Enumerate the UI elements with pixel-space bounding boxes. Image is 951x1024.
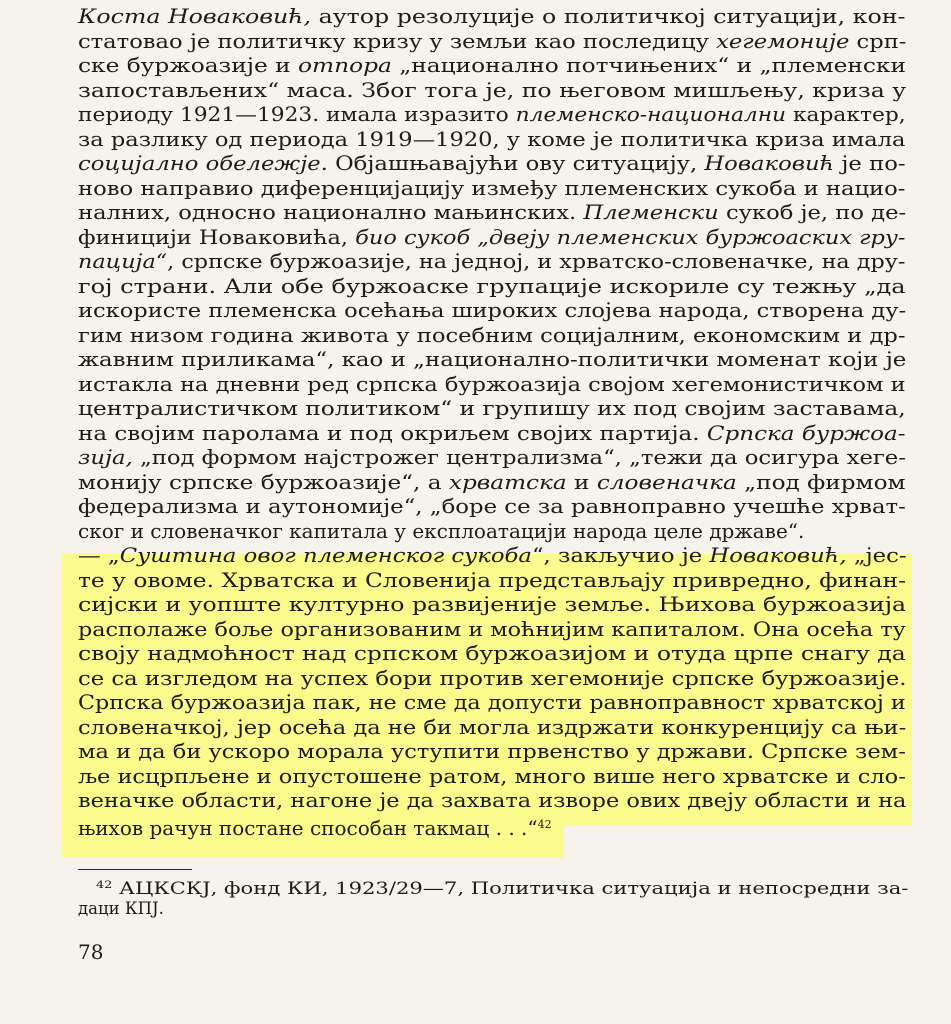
text-line xyxy=(78,445,906,469)
text-line xyxy=(78,641,906,665)
text-segment: федерализма и аутономије“, „боре се за равноправно учешће хрват- xyxy=(78,494,906,518)
text-segment: је по- xyxy=(834,151,906,175)
footnote-marker: 42 xyxy=(96,880,113,891)
text-segment: племенско-национални xyxy=(515,102,787,126)
text-segment: истакла на дневни ред српска буржоазија својом хегемонистичком и xyxy=(78,371,906,396)
text-segment: “, закључио је xyxy=(531,543,710,567)
text-segment: жавним приликама“, као и „национално-политички моменат који је xyxy=(78,347,907,371)
text-line xyxy=(78,617,906,641)
text-line xyxy=(78,298,906,322)
text-segment: — „ xyxy=(78,543,120,567)
text-line xyxy=(78,323,906,347)
text-segment: Објашњавајући ову ситуацију, xyxy=(327,151,705,175)
text-segment: зија, xyxy=(78,445,133,469)
text-line xyxy=(78,421,906,445)
text-segment: Коста Новаковић, xyxy=(78,4,312,28)
text-line xyxy=(78,543,906,567)
text-segment: статовао је политичку кризу у земљи као последицу xyxy=(78,28,717,53)
text-segment: сукоб је, по де- xyxy=(718,200,907,224)
text-segment: карактер, xyxy=(786,102,906,126)
text-line xyxy=(78,715,906,739)
text-segment: „национално потчињених“ и „племенски xyxy=(391,53,906,77)
text-line xyxy=(78,519,804,543)
text-segment: ске буржоазије и xyxy=(78,53,299,77)
text-segment: њихов рачун постане способан такмац . . .“ xyxy=(78,815,538,840)
text-segment: искористе племенска осећања широких слојева народа, створена ду- xyxy=(78,298,907,322)
footnote-text: АЦКСКЈ, фонд КИ, 1923/29—7, Политичка ситуација и непосредни за- xyxy=(112,879,909,898)
text-segment: на својим паролама и под окриљем својих партија. xyxy=(78,420,707,445)
page-number: 78 xyxy=(78,940,104,964)
text-segment: словеначкој, јер осећа да не би могла издржати конкуренцију са њи- xyxy=(78,714,907,739)
text-line xyxy=(78,592,906,616)
text-segment: Племенски xyxy=(583,200,719,224)
text-segment: „под формом најстрожег централизма“, „тежи да осигура хеге- xyxy=(132,445,906,469)
text-segment: Српска буржоазија пак, не сме да допусти равноправност хрватској и xyxy=(78,690,906,714)
text-segment: ново направио диференцијацију између племенских сукоба и нацио- xyxy=(78,175,906,200)
text-segment: налних, односно национално мањинских. xyxy=(78,200,584,224)
text-segment: отпора xyxy=(298,53,392,77)
text-line xyxy=(78,53,906,77)
text-segment: Српска буржоа- xyxy=(706,420,906,445)
text-segment: гој страни. Али обе буржоаске групације искориле су тежњу „да xyxy=(78,273,906,298)
text-line xyxy=(78,568,906,592)
text-segment: монију српске буржоазије“, а xyxy=(78,469,449,494)
text-segment: словеначка xyxy=(596,469,737,494)
text-line xyxy=(78,274,906,298)
text-line xyxy=(78,666,907,690)
text-line xyxy=(78,813,552,840)
text-segment: социјално обележје. xyxy=(78,151,328,175)
text-segment: Новаковић xyxy=(704,151,835,175)
text-segment: ског и словеначког капитала у експлоатацији народа целе државе“. xyxy=(78,518,805,543)
text-segment: периоду 1921—1923. имала изразито xyxy=(78,102,516,126)
text-segment: хрватска xyxy=(448,469,567,494)
text-segment: аутор резолуције о политичкој ситуацији, кон- xyxy=(311,4,906,28)
text-line xyxy=(78,29,906,53)
text-segment: ма и да би ускоро морала уступити првенство у држави. Српске зем- xyxy=(78,739,906,763)
text-segment: и xyxy=(566,469,597,494)
text-line xyxy=(78,102,906,126)
text-line xyxy=(78,372,906,396)
text-line xyxy=(78,78,906,102)
text-segment: за разлику од периода 1919—1920, у коме је политичка криза имала xyxy=(78,126,906,151)
text-line xyxy=(78,396,906,420)
text-segment: се са изгледом на успех бори против хегемоније српске буржоазије. xyxy=(78,665,907,690)
footnote-line xyxy=(78,898,164,919)
text-segment: био сукоб „двеју племенских буржоаских гру- xyxy=(355,224,906,249)
text-segment: ље исцрпљене и опустошене ратом, много више него хрватске и сло- xyxy=(78,763,906,788)
text-line xyxy=(78,764,906,788)
text-segment: те у овоме. Хрватска и Словенија представљају привредно, финан- xyxy=(78,567,907,592)
text-line xyxy=(78,690,906,714)
text-line xyxy=(78,200,906,224)
footnote-line xyxy=(96,875,908,896)
text-segment: пација“ xyxy=(78,249,168,273)
text-segment: располаже боље организованим и моћнијим капиталом. Она осећа ту xyxy=(78,616,906,641)
text-segment: , српске буржоазије, на једној, и хрватско-словеначке, на дру- xyxy=(167,249,906,273)
text-line xyxy=(78,151,906,175)
text-segment: финицији Новаковића, xyxy=(78,224,356,249)
text-segment: своју надмоћност над српском буржоазијом и отуда црпе снагу да xyxy=(78,641,906,665)
text-segment: сијски и уопште културно развијеније земље. Њихова буржоазија xyxy=(78,592,907,616)
text-line xyxy=(78,249,905,273)
text-line xyxy=(78,225,905,249)
text-line xyxy=(78,127,905,151)
text-segment: хегемоније xyxy=(716,28,850,53)
footnote-text-cont: даци КПЈ. xyxy=(78,899,164,918)
text-line xyxy=(78,739,906,763)
text-segment: „под фирмом xyxy=(736,469,906,494)
text-line xyxy=(78,4,906,28)
text-segment: гим низом година живота у посебним социјалним, економским и др- xyxy=(78,322,906,347)
text-segment: „јес- xyxy=(846,543,907,567)
text-segment: запостављених“ маса. Због тога је, по његовом мишљењу, криза у xyxy=(78,77,907,102)
text-line xyxy=(78,347,906,371)
text-line xyxy=(78,494,906,518)
text-segment: Новаковић, xyxy=(709,543,847,567)
text-segment: срп- xyxy=(849,28,907,53)
text-line xyxy=(78,788,906,812)
footnote-ref: 42 xyxy=(537,817,552,831)
text-line xyxy=(78,176,905,200)
text-segment: Суштина овог племенског сукоба xyxy=(119,543,532,567)
text-line xyxy=(78,470,906,494)
footnote-divider xyxy=(78,869,192,870)
text-segment: веначке области, нагоне је да захвата изворе ових двеју области и на xyxy=(78,788,907,812)
text-segment: централистичком политиком“ и групишу их под својим заставама, xyxy=(78,396,906,420)
